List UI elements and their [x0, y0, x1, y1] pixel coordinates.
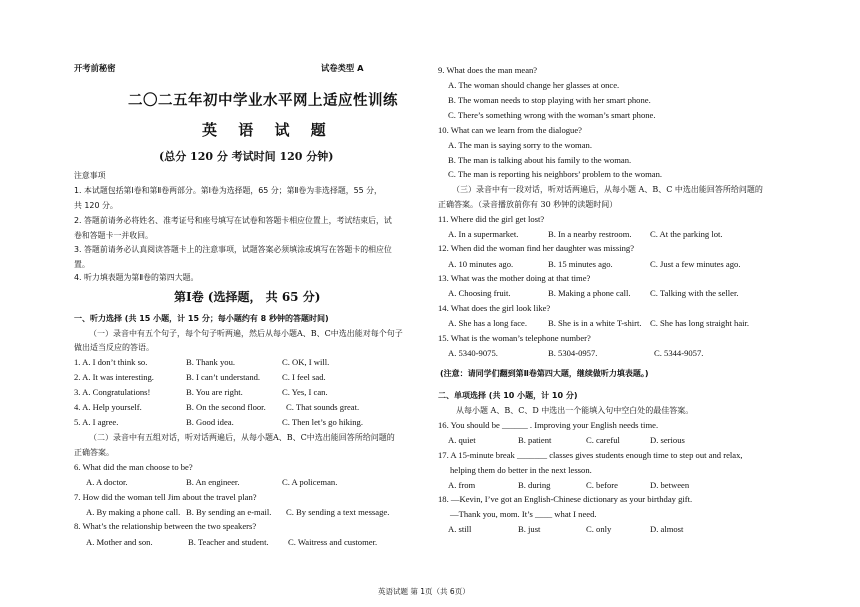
grammar-heading: 二、单项选择 (共 10 小题，计 10 分)	[438, 391, 578, 400]
subject-title: 英 语 试 题	[202, 121, 334, 139]
instruction-line: 做出适当反应的答语。	[74, 343, 154, 352]
exam-title: 二〇二五年初中学业水平网上适应性训练	[128, 92, 398, 109]
note-line: 3. 答题前请务必认真阅读答题卡上的注意事项，试题答案必须填涂或填写在答题卡的相应位	[74, 245, 392, 254]
listening-heading: 一、听力选择 (共 15 小题，计 15 分；每小题约有 8 秒钟的答题时间)	[74, 314, 329, 323]
section1-title: 第Ⅰ卷 (选择题， 共 65 分)	[174, 290, 321, 304]
note-line: 2. 答题前请务必将姓名、准考证号和座号填写在试卷和答题卡相应位置上，考试结束后，试	[74, 216, 392, 225]
notes-heading: 注意事项	[74, 171, 106, 180]
attention-note: (注意：请同学们翻到第Ⅱ卷第四大题，继续做听力填表题。)	[440, 369, 649, 378]
instruction-line: （三）录音中有一段对话，听对话两遍后，从每小题 A、B、C 中选出能回答所给问题的	[452, 185, 763, 194]
note-line: 1. 本试题包括第Ⅰ卷和第Ⅱ卷两部分。第Ⅰ卷为选择题，65 分；第Ⅱ卷为非选择题，55 分，	[74, 186, 382, 195]
instruction-line: 正确答案。	[74, 448, 114, 457]
note-line: 置。	[74, 260, 90, 269]
page-footer: 英语试题 第 1页（共 6页）	[378, 587, 470, 596]
instruction-line: 从每小题 A、B、C、D 中选出一个能填入句中空白处的最佳答案。	[456, 406, 694, 415]
instruction-line: 正确答案。（录音播放前你有 30 秒钟的读题时间）	[438, 200, 618, 209]
note-line: 共 120 分。	[74, 201, 118, 210]
paper-type-label: 试卷类型 A	[321, 63, 364, 73]
note-line: 4. 听力填表题为第Ⅱ卷的第四大题。	[74, 273, 199, 282]
instruction-line: （一）录音中有五个句子，每个句子听两遍，然后从每小题A、B、C中选出能对每个句子	[89, 329, 403, 338]
secret-label: 开考前秘密	[74, 63, 116, 73]
note-line: 卷和答题卡一并收回。	[74, 231, 153, 240]
score-time: (总分 120 分 考试时间 120 分钟)	[159, 150, 334, 163]
exam-page: 开考前秘密 试卷类型 A 二〇二五年初中学业水平网上适应性训练 英 语 试 题 (总分 120 分 考试时间 120 分钟) 注意事项 1. 本试题包括第Ⅰ卷和第Ⅱ卷两部分。第Ⅰ卷为选择题，65 分；第Ⅱ卷为非选择题，55 分， 共 120 分。 2. 答题前请务必将姓名、准考证号和座号填写在试卷和答题卡相应位置上，考试结束后，试 卷和答题卡一并收回。 3. 答题前请务必认真阅读答题卡上的注意事项，试题答案必须填涂或填写在答题卡的相应位 置。 4. 听力填表题为第Ⅱ卷的第四大题。 第Ⅰ卷 (选择题， 共 65 分) 一、听力选择 (共 15 小题，计 15 分；每小题约有 8 秒钟的答题时间) （一）录音中有五个句子，每个句子听两遍，然后从每小题A、B、C中选出能对每个句子 做出适当反应的答语。 1. A. I don’t think so. B. Thank you. C. OK, I will. 2. A. It was interesting. B. I can’t understand. C. I feel sad. 3. A. Congratulations! B. You are right. C. Yes, I can. 4. A. Help yourself. B. On the second floor. C. That sounds great. 5. A. I agree. B. Good idea. C. Then let’s go hiking. （二）录音中有五组对话，听对话两遍后，从每小题A、B、C中选出能回答所给问题的 正确答案。 6. What did the man choose to be? A. A doctor. B. An engineer. C. A policeman. 7. How did the woman tell Jim about the travel plan? A. By making a phone call. B. By sending an e-mail. C. By sending a text message. 8. What’s the relationship between the two speakers? A. Mother and son. B. Teacher and student. C. Waitress and customer. 9. What does the man mean? A. The woman should change her glasses at once. B. The woman needs to stop playing with her smart phone. C. There’s something wrong with the woman’s smart phone. 10. What can we learn from the dialogue? A. The man is saying sorry to the woman. B. The man is talking about his family to the woman. C. The man is reporting his neighbors’ problem to the woman. （三）录音中有一段对话，听对话两遍后，从每小题 A、B、C 中选出能回答所给问题的 正确答案。（录音播放前你有 30 秒钟的读题时间） 11. Where did the girl get lost? A. In a supermarket. B. In a nearby restroom. C. At the parking lot. 12. When did the woman find her daughter was missing? A. 10 minutes ago. B. 15 minutes ago. C. Just a few minutes ago. 13. What was the mother doing at that time? A. Choosing fruit. B. Making a phone call. C. Talking with the seller. 14. What does the girl look like? A. She has a long face. B. She is in a white T-shirt. C. She has long straight hair. 15. What is the woman’s telephone number? A. 5340-9075. B. 5304-0957. C. 5344-9057. (注意：请同学们翻到第Ⅱ卷第四大题，继续做听力填表题。) 二、单项选择 (共 10 小题，计 10 分) 从每小题 A、B、C、D 中选出一个能填入句中空白处的最佳答案。 16. You should be ______ . Improving your English needs time. A. quiet B. patient C. careful D. serious 17. A 15-minute break _______ classes gives students enough time to step out and relax, helping them do better in the next lesson. A. from B. during C. before D. between 18. —Kevin, I’ve got an English-Chinese dictionary as your birthday gift. —Thank you, mom. It’s ____ what I need. A. still B. just C. only D. almost 英语试题 第 1页（共 6页）	[0, 0, 860, 607]
instruction-line: （二）录音中有五组对话，听对话两遍后，从每小题A、B、C中选出能回答所给问题的	[89, 433, 395, 442]
